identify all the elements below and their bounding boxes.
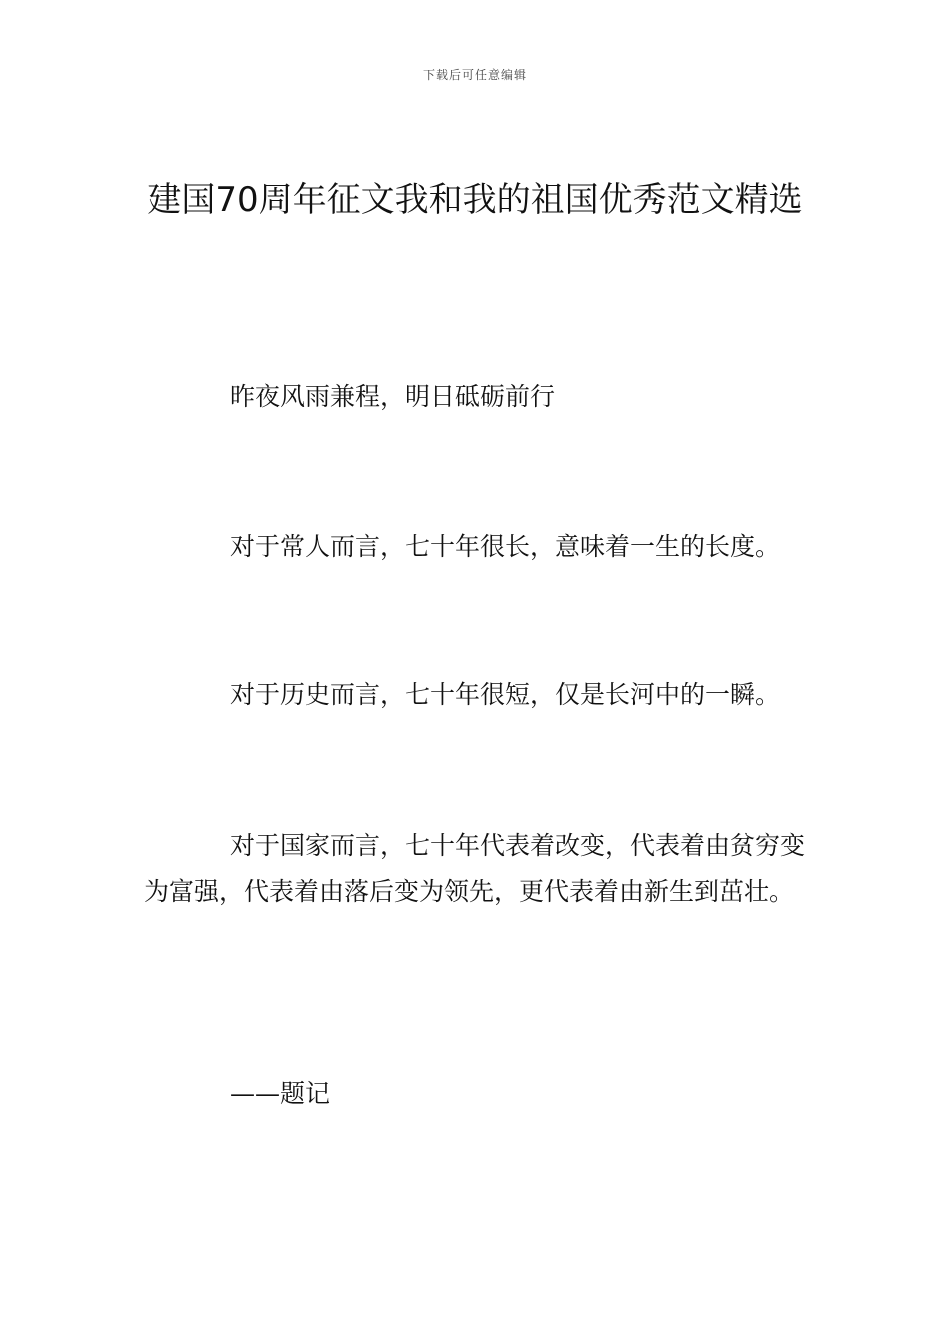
paragraph-epigraph: ——题记 [230, 1079, 331, 1108]
paragraph-nation: 对于国家而言，七十年代表着改变，代表着由贫穷变为富强，代表着由落后变为领先，更代表着由新生到茁壮。 [144, 831, 806, 906]
document-title: 建国70周年征文我和我的祖国优秀范文精选 [147, 180, 803, 220]
header-note: 下载后可任意编辑 [422, 68, 527, 82]
paragraph-subtitle: 昨夜风雨兼程，明日砥砺前行 [230, 382, 556, 411]
paragraph-history: 对于历史而言，七十年很短，仅是长河中的一瞬。 [230, 680, 781, 709]
paragraph-common-people: 对于常人而言，七十年很长，意味着一生的长度。 [230, 532, 781, 561]
